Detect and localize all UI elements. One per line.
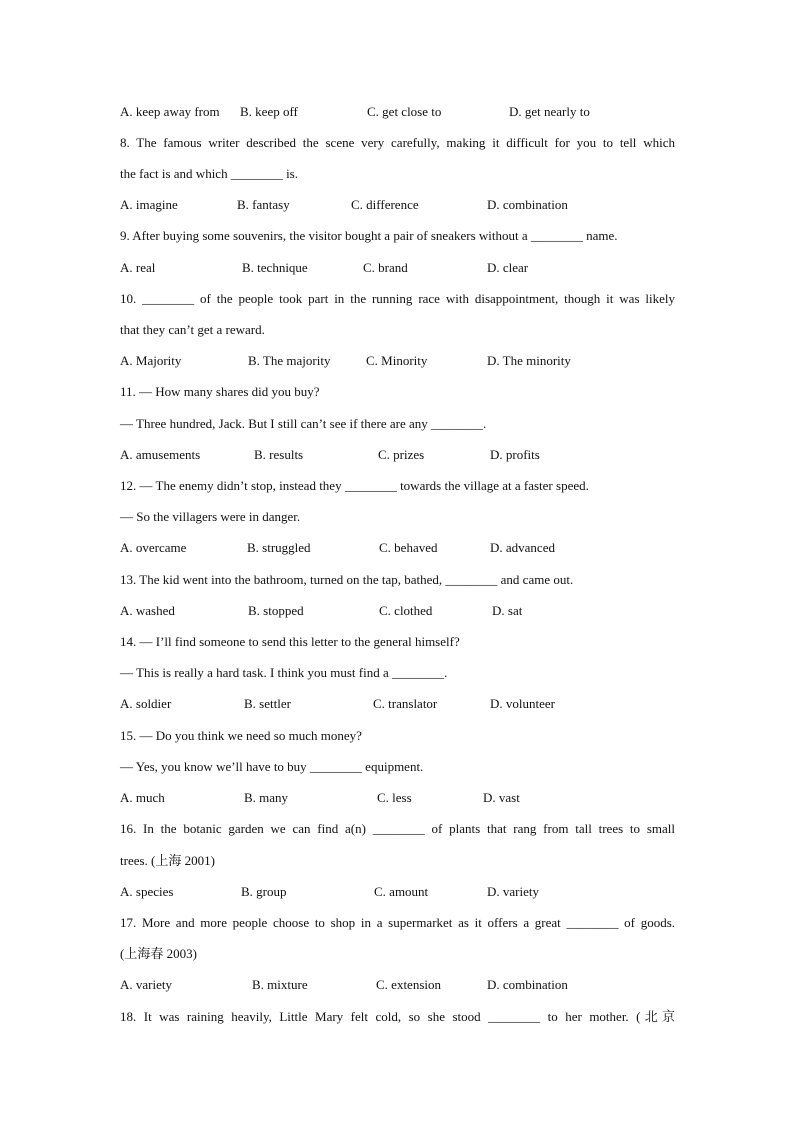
q9-option-c: C. brand [363, 260, 408, 275]
q10-stem-line1: 10. ________ of the people took part in the running race with disappointment, though it was likely [120, 291, 675, 306]
q17-option-d: D. combination [487, 977, 568, 992]
q11-stem-line2: — Three hundred, Jack. But I still can’t see if there are any ________. [120, 416, 487, 431]
q10-option-c: C. Minority [366, 353, 428, 368]
q8-stem-line2: the fact is and which ________ is. [120, 166, 298, 181]
q17-option-c: C. extension [376, 977, 441, 992]
q16-option-b: B. group [241, 884, 287, 899]
q9-option-b: B. technique [242, 260, 308, 275]
q12-option-a: A. overcame [120, 540, 187, 555]
q12-stem-line2: — So the villagers were in danger. [120, 509, 301, 524]
q16-option-a: A. species [120, 884, 174, 899]
q8-option-a: A. imagine [120, 197, 178, 212]
q8-option-d: D. combination [487, 197, 568, 212]
q13-option-d: D. sat [492, 603, 523, 618]
q16-option-c: C. amount [374, 884, 429, 899]
q14-option-a: A. soldier [120, 696, 172, 711]
q17-option-b: B. mixture [252, 977, 308, 992]
q7-option-b: B. keep off [240, 104, 298, 119]
q10-option-a: A. Majority [120, 353, 182, 368]
q14-option-d: D. volunteer [490, 696, 555, 711]
q10-option-b: B. The majority [248, 353, 331, 368]
q16-option-d: D. variety [487, 884, 539, 899]
q16-stem-line1: 16. In the botanic garden we can find a(n) ________ of plants that rang from tall trees to small [120, 821, 675, 836]
q13-option-c: C. clothed [379, 603, 433, 618]
q15-stem-line1: 15. — Do you think we need so much money? [120, 728, 362, 743]
q13-option-a: A. washed [120, 603, 175, 618]
q12-option-d: D. advanced [490, 540, 555, 555]
q11-option-a: A. amusements [120, 447, 201, 462]
q8-stem-line1: 8. The famous writer described the scene very carefully, making it difficult for you to tell which [120, 135, 675, 150]
q11-stem-line1: 11. — How many shares did you buy? [120, 384, 320, 399]
q15-option-c: C. less [377, 790, 412, 805]
q11-option-b: B. results [254, 447, 304, 462]
q16-stem-line2: trees. (上海 2001) [120, 853, 215, 868]
q7-option-d: D. get nearly to [509, 104, 590, 119]
q14-option-b: B. settler [244, 696, 291, 711]
q10-option-d: D. The minority [487, 353, 571, 368]
q13-stem-line1: 13. The kid went into the bathroom, turned on the tap, bathed, ________ and came out. [120, 572, 574, 587]
q18-stem-line1: 18. It was raining heavily, Little Mary felt cold, so she stood ________ to her mother. (北京 [120, 1009, 675, 1024]
q9-option-d: D. clear [487, 260, 529, 275]
q12-option-c: C. behaved [379, 540, 438, 555]
q10-stem-line2: that they can’t get a reward. [120, 322, 265, 337]
q12-stem-line1: 12. — The enemy didn’t stop, instead they ________ towards the village at a faster speed. [120, 478, 589, 493]
q12-option-b: B. struggled [247, 540, 311, 555]
q11-option-c: C. prizes [378, 447, 425, 462]
q13-option-b: B. stopped [248, 603, 304, 618]
q17-stem-line1: 17. More and more people choose to shop in a supermarket as it offers a great ________ of goods. [120, 915, 675, 930]
q14-stem-line2: — This is really a hard task. I think you must find a ________. [120, 665, 448, 680]
q17-option-a: A. variety [120, 977, 172, 992]
q14-option-c: C. translator [373, 696, 438, 711]
q15-option-b: B. many [244, 790, 289, 805]
q15-option-d: D. vast [483, 790, 520, 805]
q9-stem-line1: 9. After buying some souvenirs, the visitor bought a pair of sneakers without a ________ name. [120, 228, 618, 243]
q17-stem-line2: (上海春 2003) [120, 946, 197, 961]
q9-option-a: A. real [120, 260, 156, 275]
q8-option-c: C. difference [351, 197, 419, 212]
q15-stem-line2: — Yes, you know we’ll have to buy ________ equipment. [120, 759, 424, 774]
q14-stem-line1: 14. — I’ll find someone to send this letter to the general himself? [120, 634, 460, 649]
q15-option-a: A. much [120, 790, 165, 805]
q8-option-b: B. fantasy [237, 197, 290, 212]
q11-option-d: D. profits [490, 447, 540, 462]
q7-option-a: A. keep away from [120, 104, 220, 119]
q7-option-c: C. get close to [367, 104, 442, 119]
